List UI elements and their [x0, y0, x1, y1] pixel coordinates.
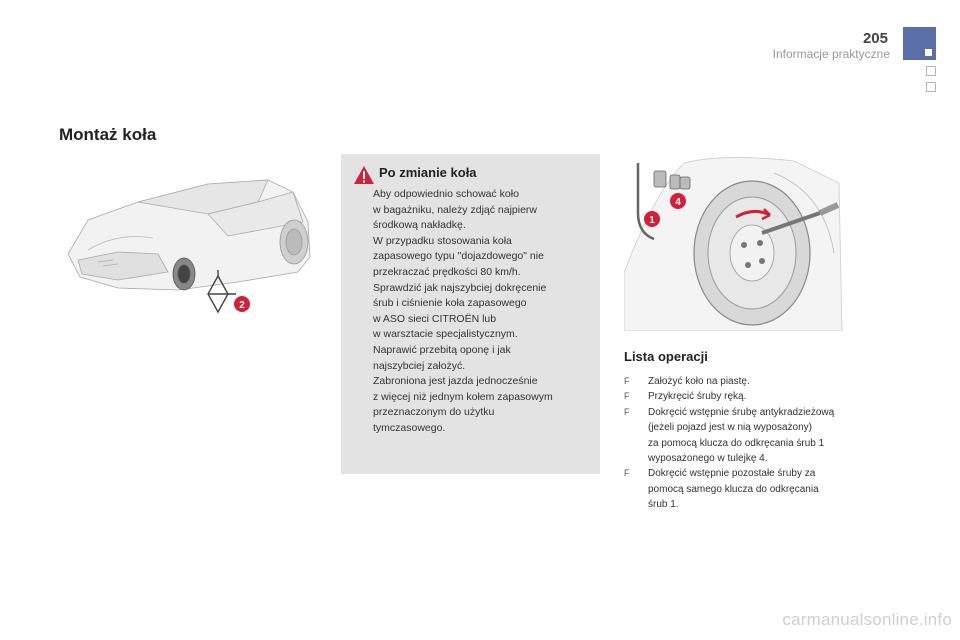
- bullet-icon: F: [624, 376, 630, 386]
- operations-list: [624, 374, 874, 513]
- bullet-icon: F: [624, 406, 630, 417]
- notice-line: w ASO sieci CITROËN lub: [373, 312, 497, 325]
- bullet-icon: F: [624, 391, 630, 402]
- callout-2: 2: [239, 300, 245, 311]
- warning-icon: [353, 165, 375, 185]
- notice-line: Aby odpowiednio schować koło: [373, 188, 519, 200]
- list-item: [624, 405, 874, 467]
- list-item-line: Założyć koło na piastę.: [648, 376, 750, 387]
- notice-line: najszybciej założyć.: [373, 359, 466, 372]
- notice-line: śrub i ciśnienie koła zapasowego: [373, 297, 527, 310]
- tab-marker-icon: [925, 49, 932, 56]
- notice-body: [373, 187, 595, 437]
- notice-line: Naprawić przebitą oponę i jak: [373, 343, 511, 356]
- list-item-line: (jeżeli pojazd jest w nią wyposażony): [648, 422, 812, 434]
- list-item: [624, 389, 874, 404]
- notice-line: zapasowego typu "dojazdowego" nie: [373, 250, 544, 263]
- section-title: Montaż koła: [59, 125, 157, 144]
- chapter-title: Informacje praktyczne: [772, 47, 890, 61]
- chapter-tab[interactable]: [903, 27, 936, 60]
- list-item-line: pomocą samego klucza do odkręcania: [648, 483, 819, 495]
- list-item-line: Przykręcić śruby ręką.: [648, 391, 747, 403]
- operations-title: Lista operacji: [624, 349, 708, 364]
- list-item-line: Dokręcić wstępnie pozostałe śruby za: [648, 468, 816, 480]
- notice-line: Zabroniona jest jazda jednocześnie: [373, 375, 538, 388]
- notice-line: przekraczać prędkości 80 km/h.: [373, 265, 521, 278]
- notice-line: W przypadku stosowania koła: [373, 234, 512, 247]
- notice-title: Po zmianie koła: [379, 165, 477, 180]
- list-item-line: śrub 1.: [648, 499, 679, 511]
- list-item: [624, 466, 874, 512]
- list-item-line: za pomocą klucza do odkręcania śrub 1: [648, 437, 825, 449]
- list-item-line: wyposażonego w tulejkę 4.: [648, 453, 768, 465]
- notice-line: z więcej niż jednym kołem zapasowym: [373, 390, 553, 403]
- bullet-icon: F: [624, 468, 630, 479]
- notice-line: Sprawdzić jak najszybciej dokręcenie: [373, 281, 547, 294]
- chapter-box-2: [926, 82, 936, 92]
- callout-4: 4: [675, 197, 681, 208]
- wheel-bolts-illustration: [624, 153, 844, 331]
- notice-line: tymczasowego.: [373, 421, 446, 434]
- notice-line: środkową nakładkę.: [373, 219, 466, 232]
- car-jack-illustration: [58, 162, 318, 320]
- callout-1: 1: [649, 215, 655, 226]
- page-number: 205: [862, 30, 888, 47]
- notice-line: w bagażniku, należy zdjąć najpierw: [373, 203, 538, 216]
- watermark: carmanualsonline.info: [782, 610, 952, 629]
- notice-line: w warsztacie specjalistycznym.: [373, 328, 518, 341]
- notice-box: [341, 154, 600, 474]
- list-item-line: Dokręcić wstępnie śrubę antykradzieżową: [648, 406, 835, 418]
- chapter-box-1: [926, 66, 936, 76]
- notice-line: przeznaczonym do użytku: [373, 406, 495, 419]
- list-item: [624, 374, 874, 389]
